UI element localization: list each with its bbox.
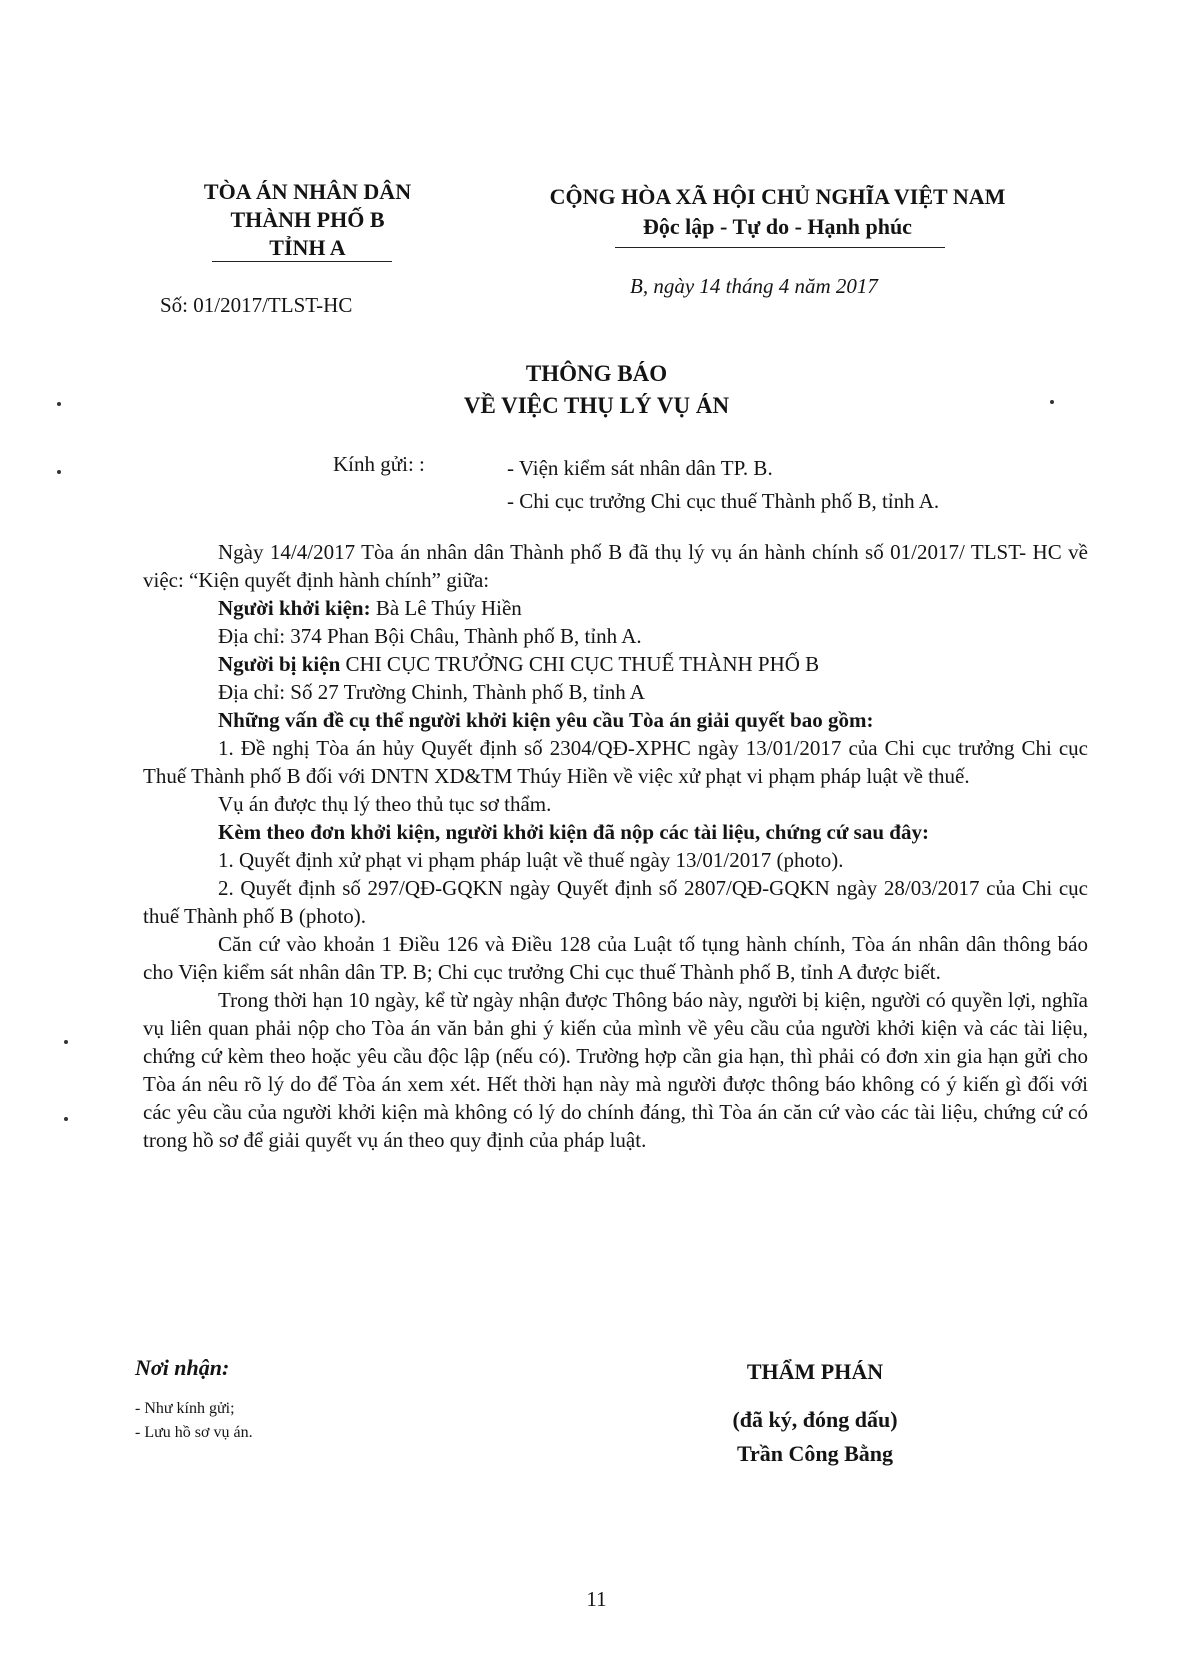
scan-speck (64, 1040, 68, 1044)
signer-name: Trần Công Bằng (736, 1441, 894, 1466)
addressee-list (507, 452, 939, 518)
recipients-list (135, 1397, 253, 1445)
plaintiff-address: Địa chỉ: 374 Phan Bội Châu, Thành phố B, tỉnh A. (218, 624, 642, 648)
document-item: 2. Quyết định số 297/QĐ-GQKN ngày Quyết định số 2807/QĐ-GQKN ngày 28/03/2017 của Chi cục thuế Thành phố B (photo). (143, 876, 1088, 928)
title-line-1: THÔNG BÁO (525, 361, 668, 386)
court-province: TỈNH A (269, 235, 346, 260)
defendant-line (143, 650, 1088, 678)
document-number: Số: 01/2017/TLST-HC (160, 293, 353, 317)
legal-basis-paragraph: Căn cứ vào khoản 1 Điều 126 và Điều 128 của Luật tố tụng hành chính, Tòa án nhân dân thông báo cho Viện kiểm sát nhân dân TP. B; Chi cục trưởng Chi cục thuế Thành phố B, tỉnh A được biết. (143, 932, 1088, 984)
documents-heading: Kèm theo đơn khởi kiện, người khởi kiện đã nộp các tài liệu, chứng cứ sau đây: (218, 820, 929, 844)
document-title (0, 358, 1193, 422)
country-name: CỘNG HÒA XÃ HỘI CHỦ NGHĨA VIỆT NAM (549, 184, 1006, 209)
document-body (143, 538, 1088, 1154)
title-line-2: VỀ VIỆC THỤ LÝ VỤ ÁN (463, 393, 730, 418)
addressee-item: - Chi cục trưởng Chi cục thuế Thành phố B, tỉnh A. (507, 489, 940, 513)
plaintiff-label: Người khởi kiện: (218, 596, 371, 620)
defendant-label: Người bị kiện (218, 652, 341, 676)
signature-note: (đã ký, đóng dấu) (732, 1407, 898, 1432)
recipient-item: - Như kính gửi; (135, 1400, 235, 1417)
issue-date: B, ngày 14 tháng 4 năm 2017 (630, 274, 878, 298)
court-header (150, 178, 465, 262)
defendant-name: CHI CỤC TRƯỞNG CHI CỤC THUẾ THÀNH PHỐ B (340, 652, 820, 676)
scan-speck (1050, 400, 1054, 404)
scan-speck (57, 470, 61, 474)
document-item: 1. Quyết định xử phạt vi phạm pháp luật về thuế ngày 13/01/2017 (photo). (218, 848, 844, 872)
recipients-label: Nơi nhận: (135, 1355, 230, 1380)
signer-title: THẨM PHÁN (746, 1359, 884, 1384)
plaintiff-name: Bà Lê Thúy Hiền (370, 596, 522, 620)
plaintiff-line (143, 594, 1088, 622)
national-header (505, 182, 1050, 242)
scan-speck (57, 402, 61, 406)
court-name: TÒA ÁN NHÂN DÂN (203, 179, 412, 204)
procedure-paragraph: Vụ án được thụ lý theo thủ tục sơ thẩm. (218, 792, 552, 816)
issue-item: 1. Đề nghị Tòa án hủy Quyết định số 2304/QĐ-XPHC ngày 13/01/2017 của Chi cục trưởng Chi cục Thuế Thành phố B đối với DNTN XD&TM Thúy Hiền về việc xử phạt vi phạm pháp luật về thuế. (143, 736, 1088, 788)
defendant-address: Địa chỉ: Số 27 Trường Chinh, Thành phố B, tỉnh A (218, 680, 645, 704)
intro-paragraph: Ngày 14/4/2017 Tòa án nhân dân Thành phố B đã thụ lý vụ án hành chính số 01/2017/ TLST- HC về việc: “Kiện quyết định hành chính” giữa: (143, 540, 1088, 592)
addressee-label: Kính gửi: : (333, 452, 425, 476)
court-header-underline (212, 261, 392, 262)
page-number: 11 (586, 1587, 607, 1611)
national-motto: Độc lập - Tự do - Hạnh phúc (643, 214, 912, 239)
scan-speck (64, 1117, 68, 1121)
recipient-item: - Lưu hồ sơ vụ án. (135, 1424, 253, 1441)
issues-heading: Những vấn đề cụ thể người khởi kiện yêu cầu Tòa án giải quyết bao gồm: (218, 708, 874, 732)
addressee-item: - Viện kiểm sát nhân dân TP. B. (507, 456, 773, 480)
court-city: THÀNH PHỐ B (230, 207, 385, 232)
signature-block (680, 1355, 950, 1471)
deadline-paragraph: Trong thời hạn 10 ngày, kể từ ngày nhận được Thông báo này, người bị kiện, người có quyền lợi, nghĩa vụ liên quan phải nộp cho Tòa án văn bản ghi ý kiến của mình về yêu cầu của người khởi kiện và các tài liệu, chứng cứ kèm theo hoặc yêu cầu độc lập (nếu có). Trường hợp cần gia hạn, thì phải có đơn xin gia hạn gửi cho Tòa án nêu rõ lý do để Tòa án xem xét. Hết thời hạn này mà người được thông báo không có ý kiến gì đối với các yêu cầu của người khởi kiện mà không có lý do chính đáng, thì Tòa án căn cứ vào các tài liệu, chứng cứ có trong hồ sơ để giải quyết vụ án theo quy định của pháp luật. (143, 988, 1088, 1152)
national-header-underline (615, 247, 945, 248)
